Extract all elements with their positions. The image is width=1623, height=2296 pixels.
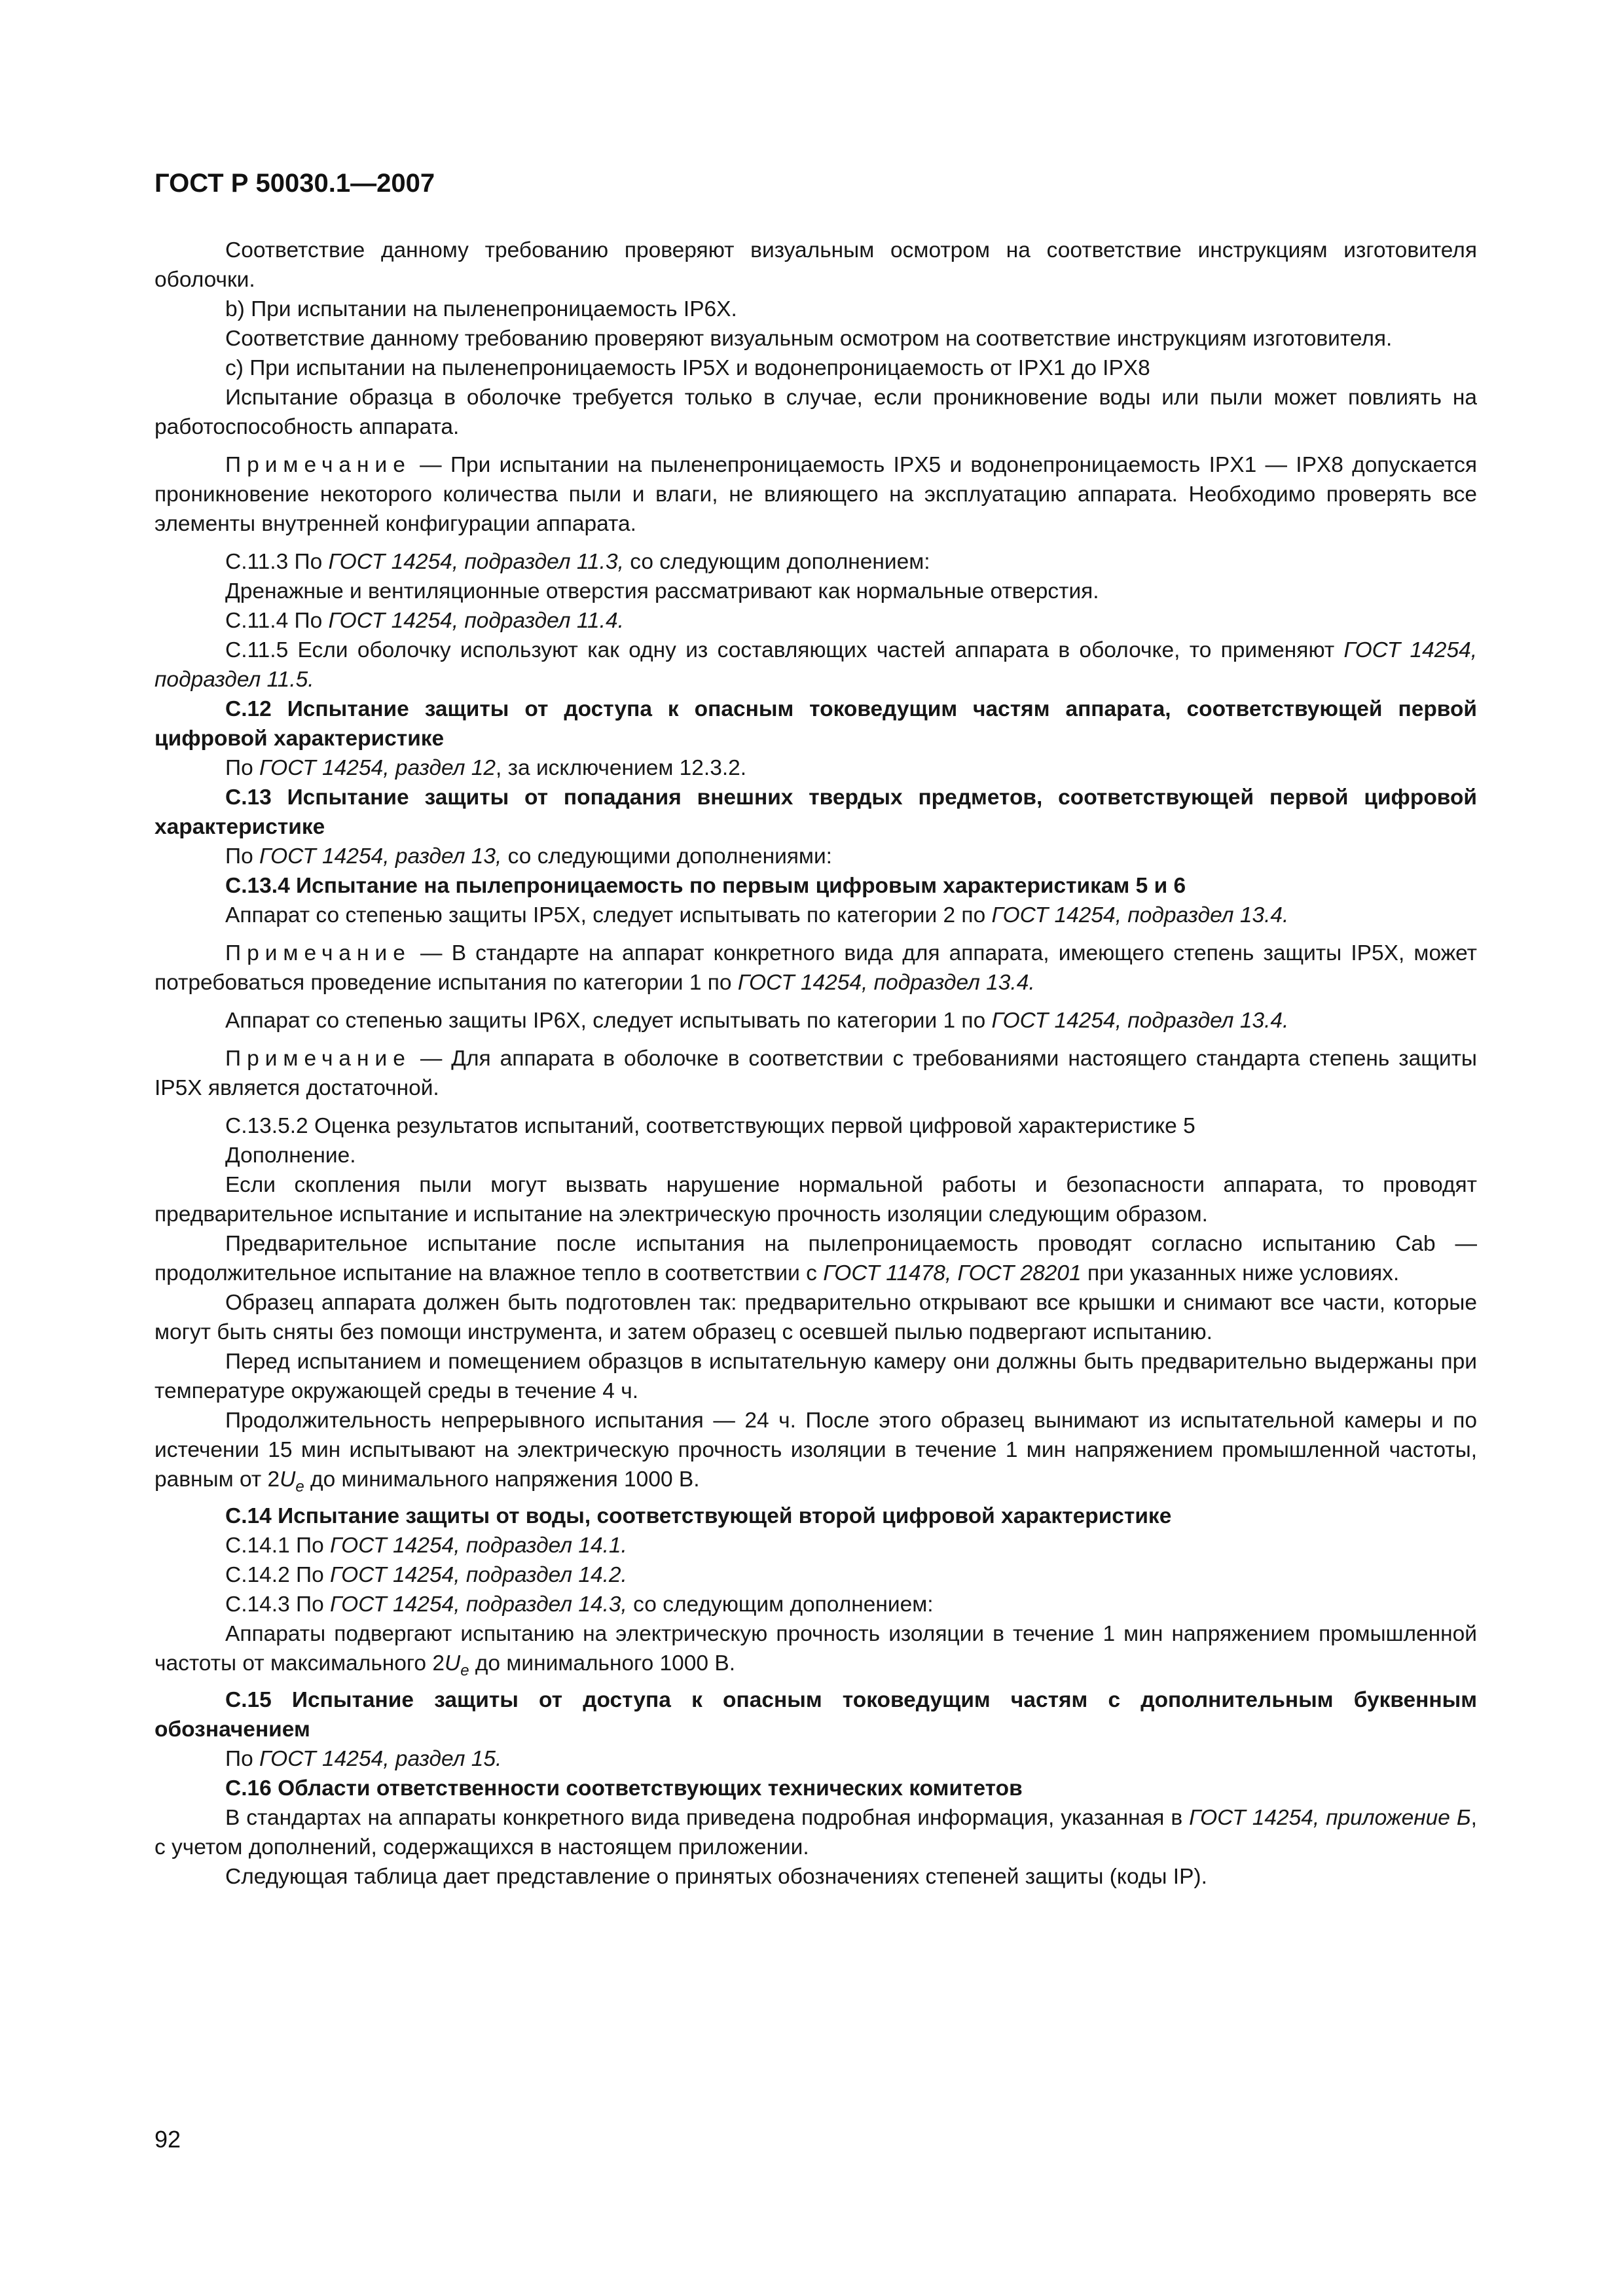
subsection-heading: С.13.4 Испытание на пылепроницаемость по первым цифровым характеристикам 5 и 6 [225,874,1186,898]
paragraph [155,1406,1477,1501]
paragraph: Соответствие данному требованию проверяют визуальным осмотром на соответствие инструкциям изготовителя оболочки. [155,238,1477,292]
paragraph [155,901,1477,930]
section-heading: С.14 Испытание защиты от воды, соответствующей второй цифровой характеристике [225,1504,1172,1528]
paragraph: Образец аппарата должен быть подготовлен так: предварительно открывают все крышки и снимают все части, которые могут быть сняты без помощи инструмента, и затем образец с осевшей пылью подвергают испытанию. [155,1291,1477,1344]
text-run: со следующим дополнением: [623,550,930,574]
section-heading: С.16 Области ответственности соответствующих технических комитетов [225,1776,1023,1801]
paragraph [155,606,1477,636]
standard-reference: ГОСТ 14254, раздел 15. [259,1747,502,1771]
text-run: С.14.2 По [225,1563,331,1587]
paragraph: Перед испытанием и помещением образцов в испытательную камеру они должны быть предварительно выдержаны при температуре окружающей среды в течение 4 ч. [155,1350,1477,1403]
text-run: , за исключением 12.3.2. [496,756,747,780]
standard-reference: ГОСТ 14254, подраздел 13.4. [737,971,1035,995]
standard-reference: ГОСТ 14254, подраздел 14.1. [330,1534,627,1558]
text-run: при указанных ниже условиях. [1081,1261,1400,1285]
paragraph [155,1531,1477,1560]
paragraph: Если скопления пыли могут вызвать нарушение нормальной работы и безопасности аппарата, то проводят предварительное испытание и испытание на электрическую прочность изоляции следующим образом. [155,1173,1477,1227]
text-run: Аппараты подвергают испытанию на электрическую прочность изоляции в течение 1 мин напряжением промышленной частоты от максимального 2 [155,1622,1477,1676]
text-run: По [225,756,260,780]
standard-reference: ГОСТ 14254, подраздел 13.4. [991,903,1289,927]
text-run: Продолжительность непрерывного испытания — 24 ч. После этого образец вынимают из испытательной камеры и по истечении 15 мин испытывают на электрическую прочность изоляции в течение 1 мин напряжением промышленной частоты, равным от 2 [155,1408,1477,1492]
paragraph [155,842,1477,871]
standard-reference: ГОСТ 14254, подраздел 11.5. [155,638,1478,692]
paragraph: Испытание образца в оболочке требуется только в случае, если проникновение воды или пыли может повлиять на работоспособность аппарата. [155,386,1477,439]
paragraph: Дренажные и вентиляционные отверстия рассматривают как нормальные отверстия. [225,579,1099,603]
section-heading: С.12 Испытание защиты от доступа к опасным токоведущим частям аппарата, соответствующей первой цифровой характеристике [155,697,1477,751]
paragraph [155,1619,1477,1685]
note-paragraph [155,450,1477,539]
paragraph: Соответствие данному требованию проверяют визуальным осмотром на соответствие инструкциям изготовителя. [225,327,1393,351]
paragraph [155,1560,1477,1590]
document-header: ГОСТ Р 50030.1—2007 [155,169,435,198]
text-run: , с учетом дополнений, содержащихся в настоящем приложении. [155,1806,1477,1859]
page-number: 92 [155,2126,181,2153]
standard-reference: ГОСТ 14254, приложение Б [1189,1806,1471,1830]
note-paragraph [155,939,1477,997]
standard-reference: ГОСТ 11478, ГОСТ 28201 [823,1261,1082,1285]
text-run: со следующими дополнениями: [501,844,832,869]
paragraph: Дополнение. [225,1143,356,1168]
paragraph: Следующая таблица дает представление о принятых обозначениях степеней защиты (коды IP). [225,1865,1207,1889]
paragraph: С.13.5.2 Оценка результатов испытаний, соответствующих первой цифровой характеристике 5 [225,1114,1195,1138]
text-run: Аппарат со степенью защиты IP5X, следует испытывать по категории 2 по [225,903,992,927]
text-run: По [225,844,260,869]
note-label: Примечание [225,941,411,965]
note-text: — Для аппарата в оболочке в соответствии с требованиями настоящего стандарта степень защиты IP5X является достаточной. [155,1047,1477,1100]
text-run: со следующим дополнением: [627,1592,934,1617]
note-text: — При испытании на пыленепроницаемость IPX5 и водонепроницаемость IPX1 — IPX8 допускается проникновение некоторого количества пыли и влаги, не влияющего на эксплуатацию аппарата. Необходимо проверять все элементы внутренней конфигурации аппарата. [155,453,1477,536]
standard-reference: ГОСТ 14254, раздел 13, [259,844,502,869]
document-body [155,236,1477,1892]
standard-reference: ГОСТ 14254, раздел 12 [259,756,496,780]
standard-reference: ГОСТ 14254, подраздел 11.3, [328,550,624,574]
voltage-subscript: e [460,1662,469,1679]
standard-reference: ГОСТ 14254, подраздел 13.4. [991,1009,1289,1033]
paragraph: c) При испытании на пыленепроницаемость IP5X и водонепроницаемость от IPX1 до IPX8 [225,356,1150,380]
note-paragraph [155,1044,1477,1103]
standard-reference: ГОСТ 14254, подраздел 14.3, [330,1592,627,1617]
standard-reference: ГОСТ 14254, подраздел 14.2. [330,1563,627,1587]
paragraph [155,1744,1477,1774]
text-run: до минимального напряжения 1000 В. [304,1467,700,1492]
text-run: В стандартах на аппараты конкретного вида приведена подробная информация, указанная в [225,1806,1190,1830]
section-heading: С.15 Испытание защиты от доступа к опасным токоведущим частям с дополнительным буквенным обозначением [155,1688,1477,1742]
paragraph: b) При испытании на пыленепроницаемость IP6X. [225,297,737,321]
paragraph [155,1590,1477,1619]
note-label: Примечание [225,1047,411,1071]
text-run: Предварительное испытание после испытания на пылепроницаемость проводят согласно испытанию Cab — продолжительное испытание на влажное тепло в соответствии с [155,1232,1477,1285]
voltage-symbol: U [280,1467,296,1492]
note-label: Примечание [225,453,411,477]
text-run: Аппарат со степенью защиты IP6X, следует испытывать по категории 1 по [225,1009,992,1033]
section-heading: С.13 Испытание защиты от попадания внешних твердых предметов, соответствующей первой цифровой характеристике [155,785,1477,839]
text-run: С.14.3 По [225,1592,331,1617]
paragraph [155,753,1477,783]
text-run: С.11.4 По [225,609,329,633]
paragraph [155,1229,1477,1288]
paragraph [155,547,1477,577]
paragraph [155,1803,1477,1862]
text-run: С.11.5 Если оболочку используют как одну из составляющих частей аппарата в оболочке, то применяют [225,638,1344,662]
note-text: — В стандарте на аппарат конкретного вида для аппарата, имеющего степень защиты IP5X, может потребоваться проведение испытания по категории 1 по [155,941,1477,995]
paragraph [155,636,1477,694]
text-run: до минимального 1000 В. [469,1651,735,1676]
voltage-symbol: U [444,1651,461,1676]
text-run: С.11.3 По [225,550,329,574]
text-run: С.14.1 По [225,1534,331,1558]
voltage-subscript: e [295,1478,304,1496]
standard-reference: ГОСТ 14254, подраздел 11.4. [328,609,624,633]
paragraph [155,1006,1477,1035]
text-run: По [225,1747,260,1771]
